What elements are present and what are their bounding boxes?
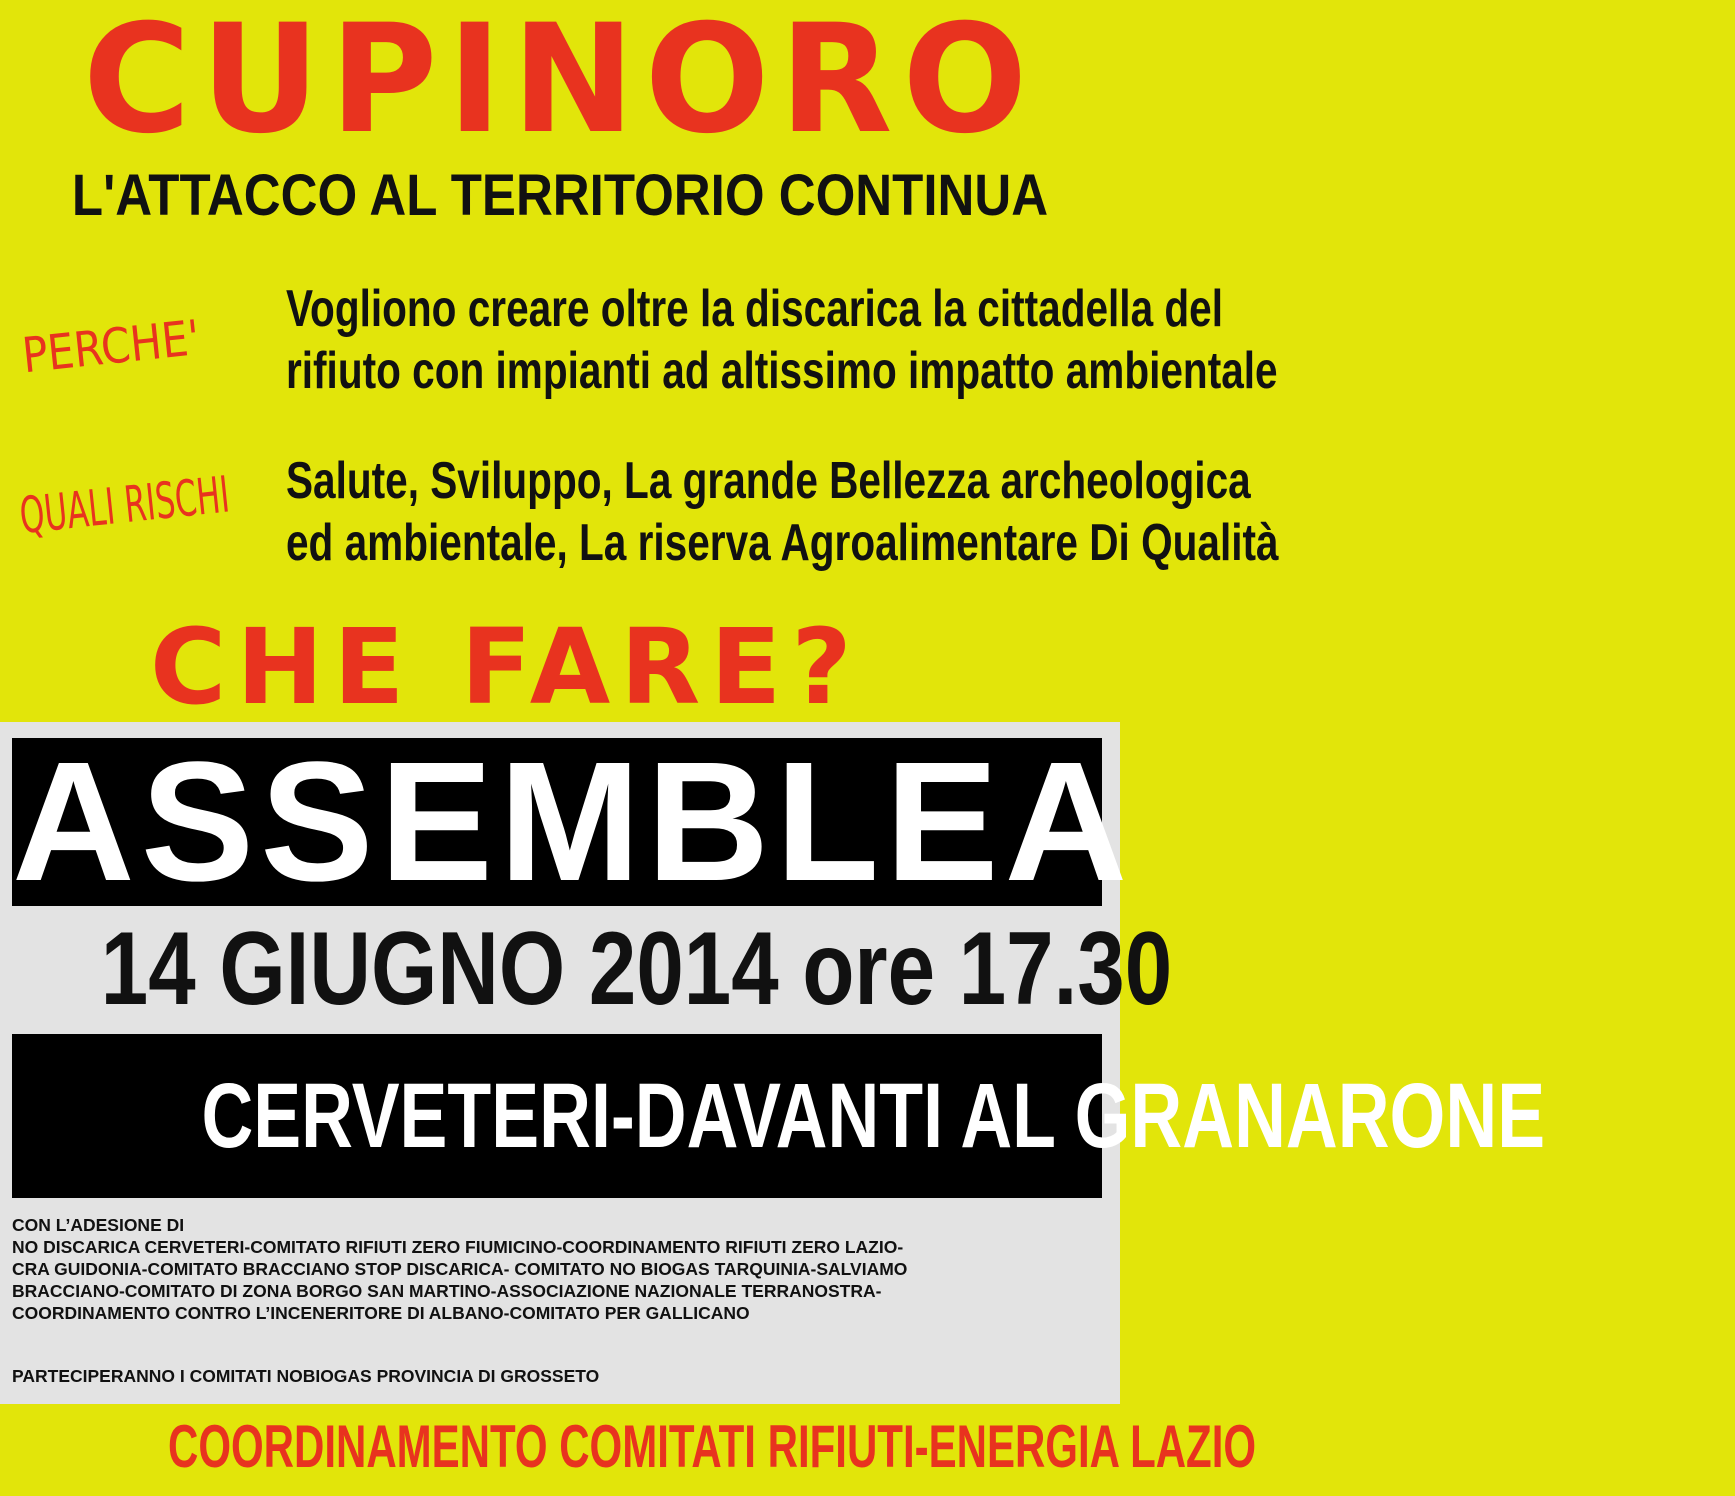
adesione-line-2: NO DISCARICA CERVETERI-COMITATO RIFIUTI ZERO FIUMICINO-COORDINAMENTO RIFIUTI ZERO LAZIO- — [12, 1237, 904, 1257]
question-heading: CHE FARE? — [150, 606, 862, 728]
footer-organizer: COORDINAMENTO COMITATI RIFIUTI-ENERGIA LAZIO — [168, 1413, 1257, 1480]
adesione-block — [12, 1214, 1112, 1324]
location-text: CERVETERI-DAVANTI AL GRANARONE — [201, 1065, 1546, 1167]
event-banner: ASSEMBLEA — [12, 727, 1134, 917]
location-banner — [12, 1034, 1546, 1198]
perche-label: PERCHE' — [19, 309, 203, 384]
rischi-line-2: ed ambientale, La riserva Agroalimentare Di Qualità — [286, 514, 1279, 572]
adesione-line-4: BRACCIANO-COMITATO DI ZONA BORGO SAN MARTINO-ASSOCIAZIONE NAZIONALE TERRANOSTRA- — [12, 1281, 882, 1301]
adesione-line-1: CON L’ADESIONE DI — [12, 1215, 185, 1235]
perche-paragraph — [286, 278, 1278, 402]
partecipazione-text: PARTECIPERANNO I COMITATI NOBIOGAS PROVINCIA DI GROSSETO — [12, 1366, 600, 1386]
adesione-line-5: COORDINAMENTO CONTRO L’INCENERITORE DI ALBANO-COMITATO PER GALLICANO — [12, 1303, 750, 1323]
event-datetime: 14 GIUGNO 2014 ore 17.30 — [100, 911, 1173, 1027]
poster-subtitle: L'ATTACCO AL TERRITORIO CONTINUA — [71, 163, 1049, 228]
rischi-line-1: Salute, Sviluppo, La grande Bellezza archeologica — [286, 452, 1251, 510]
perche-line-1: Vogliono creare oltre la discarica la cittadella del — [286, 280, 1223, 338]
rischi-label: QUALI RISCHI — [16, 466, 233, 546]
poster-title: CUPINORO — [82, 0, 1038, 167]
rischi-paragraph — [286, 450, 1279, 574]
adesione-line-3: CRA GUIDONIA-COMITATO BRACCIANO STOP DISCARICA- COMITATO NO BIOGAS TARQUINIA-SALVIAMO — [12, 1259, 908, 1279]
perche-line-2: rifiuto con impianti ad altissimo impatto ambientale — [286, 342, 1278, 400]
